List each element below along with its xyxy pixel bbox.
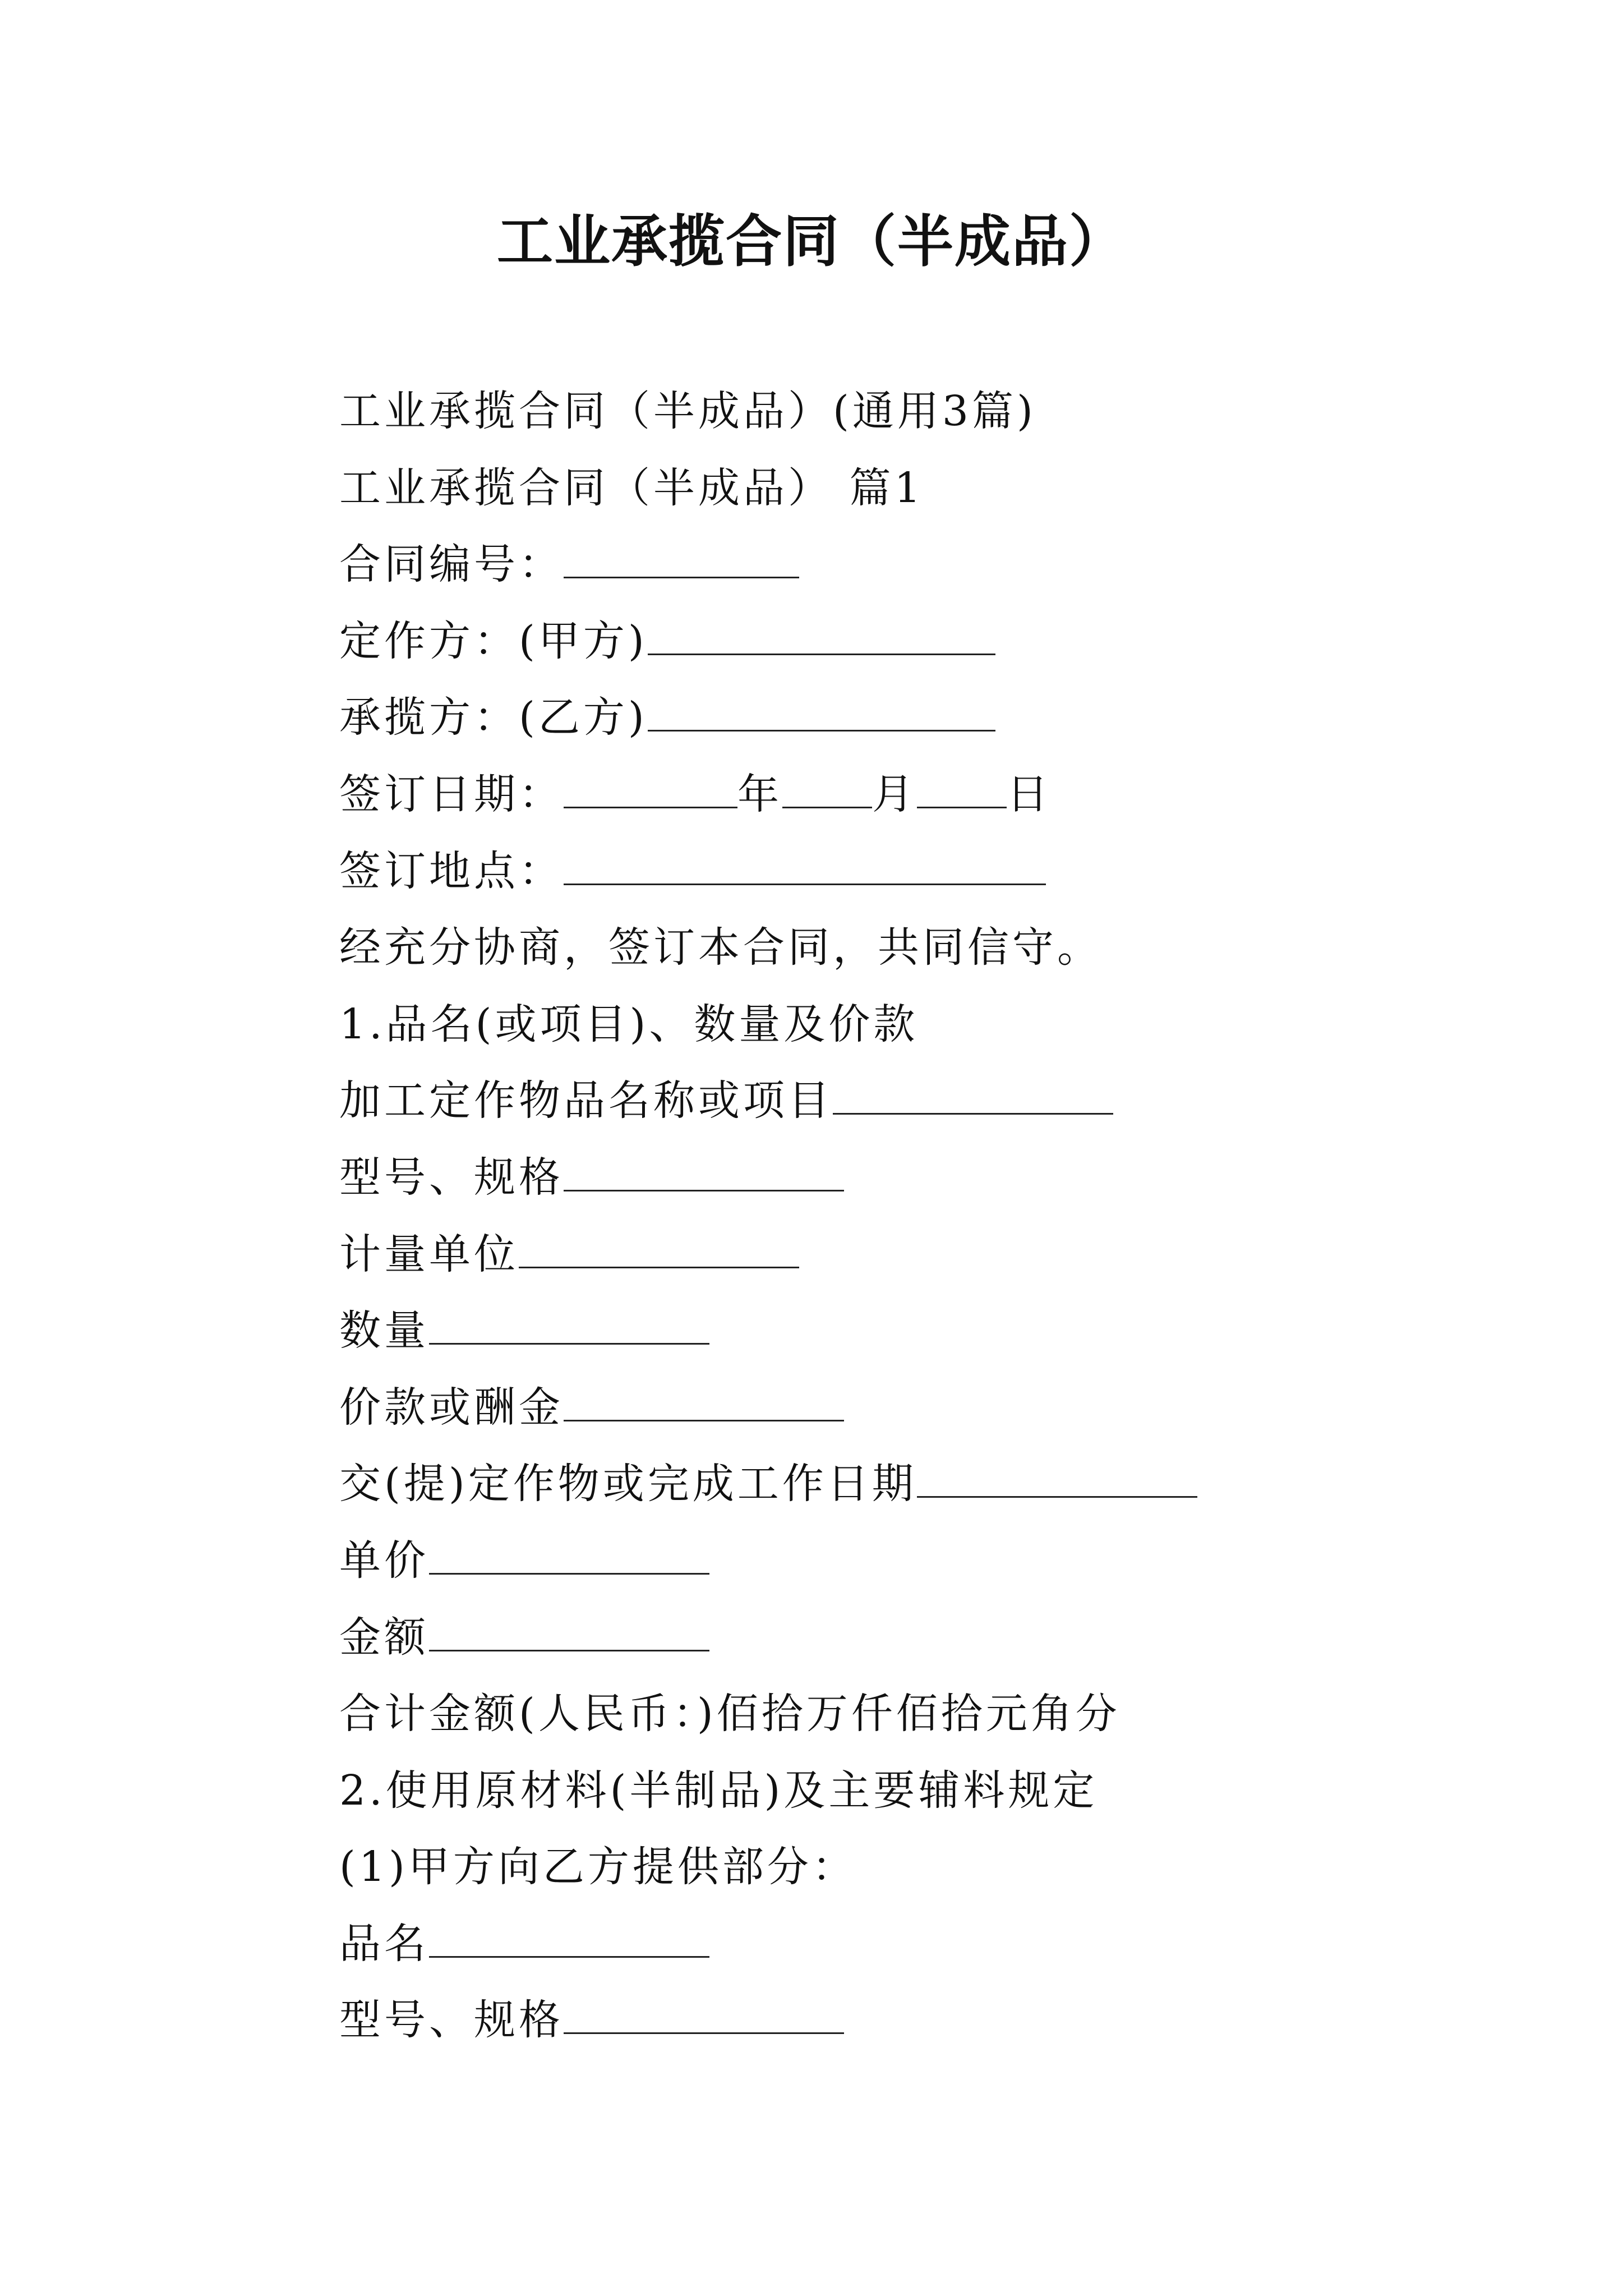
unit-blank — [519, 1233, 799, 1268]
day-blank — [917, 773, 1007, 808]
contractor-line — [339, 679, 1517, 756]
agreement-statement-text: 经充分协商，签订本合同，共同信守。 — [339, 923, 1102, 972]
unit-price-label: 单价 — [339, 1536, 429, 1585]
amount-line — [339, 1599, 1517, 1676]
contract-number-blank — [564, 543, 799, 578]
clause-1-heading: 1.品名(或项目)、数量及价款 — [339, 1000, 919, 1048]
model-spec-blank — [564, 1156, 844, 1191]
material-name-blank — [429, 1922, 709, 1958]
delivery-date-blank — [917, 1462, 1197, 1498]
price-blank — [564, 1386, 844, 1421]
month-blank — [782, 773, 872, 808]
orderer-label: 定作方：(甲方) — [339, 616, 648, 665]
signing-place-blank — [564, 850, 1046, 885]
material-name-label: 品名 — [339, 1919, 429, 1968]
item-name-line — [339, 1062, 1517, 1139]
clause-2-heading-line — [339, 1752, 1517, 1829]
material-spec-blank — [564, 1999, 844, 2034]
material-spec-label: 型号、规格 — [339, 1996, 564, 2045]
agreement-statement-line — [339, 909, 1517, 986]
item-name-blank — [833, 1079, 1113, 1115]
delivery-date-line — [339, 1446, 1517, 1522]
contractor-label: 承揽方：(乙方) — [339, 693, 648, 742]
quantity-label: 数量 — [339, 1306, 429, 1355]
unit-price-line — [339, 1522, 1517, 1599]
unit-price-blank — [429, 1539, 709, 1575]
quantity-blank — [429, 1309, 709, 1345]
orderer-line — [339, 603, 1517, 680]
clause-2-heading: 2.使用原材料(半制品)及主要辅料规定 — [339, 1766, 1098, 1815]
section-heading-line — [339, 450, 1517, 527]
amount-label: 金额 — [339, 1613, 429, 1662]
signing-date-label: 签订日期： — [339, 770, 564, 818]
amount-blank — [429, 1616, 709, 1651]
contractor-blank — [648, 696, 995, 731]
year-blank — [564, 773, 737, 808]
price-label: 价款或酬金 — [339, 1383, 564, 1432]
signing-place-line — [339, 833, 1517, 910]
model-spec-label: 型号、规格 — [339, 1153, 564, 1202]
document-title: 工业承揽合同（半成品） — [497, 208, 1126, 274]
signing-date-line — [339, 756, 1517, 833]
subtitle-text: 工业承揽合同（半成品）(通用3篇) — [339, 387, 1036, 435]
quantity-line — [339, 1292, 1517, 1369]
clause-1-heading-line — [339, 986, 1517, 1063]
contract-number-line — [339, 526, 1517, 603]
document-body — [339, 373, 1517, 2059]
year-label: 年 — [737, 770, 782, 818]
day-label: 日 — [1007, 770, 1052, 818]
contract-number-label: 合同编号： — [339, 540, 564, 589]
model-spec-line — [339, 1139, 1517, 1216]
orderer-blank — [648, 620, 995, 655]
unit-line — [339, 1216, 1517, 1293]
section-heading-text: 工业承揽合同（半成品） 篇1 — [339, 463, 924, 512]
total-amount-line — [339, 1676, 1517, 1752]
material-spec-line — [339, 1982, 1517, 2059]
month-label: 月 — [872, 770, 917, 818]
delivery-date-label: 交(提)定作物或完成工作日期 — [339, 1460, 917, 1508]
price-line — [339, 1369, 1517, 1446]
signing-place-label: 签订地点： — [339, 846, 564, 895]
clause-2-1-line — [339, 1829, 1517, 1906]
item-name-label: 加工定作物品名称或项目 — [339, 1076, 833, 1125]
total-amount-text: 合计金额(人民币：)佰拾万仟佰拾元角分 — [339, 1690, 1121, 1738]
subtitle-line — [339, 373, 1517, 450]
clause-2-1-text: (1)甲方向乙方提供部分： — [339, 1843, 857, 1892]
unit-label: 计量单位 — [339, 1230, 519, 1278]
material-name-line — [339, 1906, 1517, 1982]
